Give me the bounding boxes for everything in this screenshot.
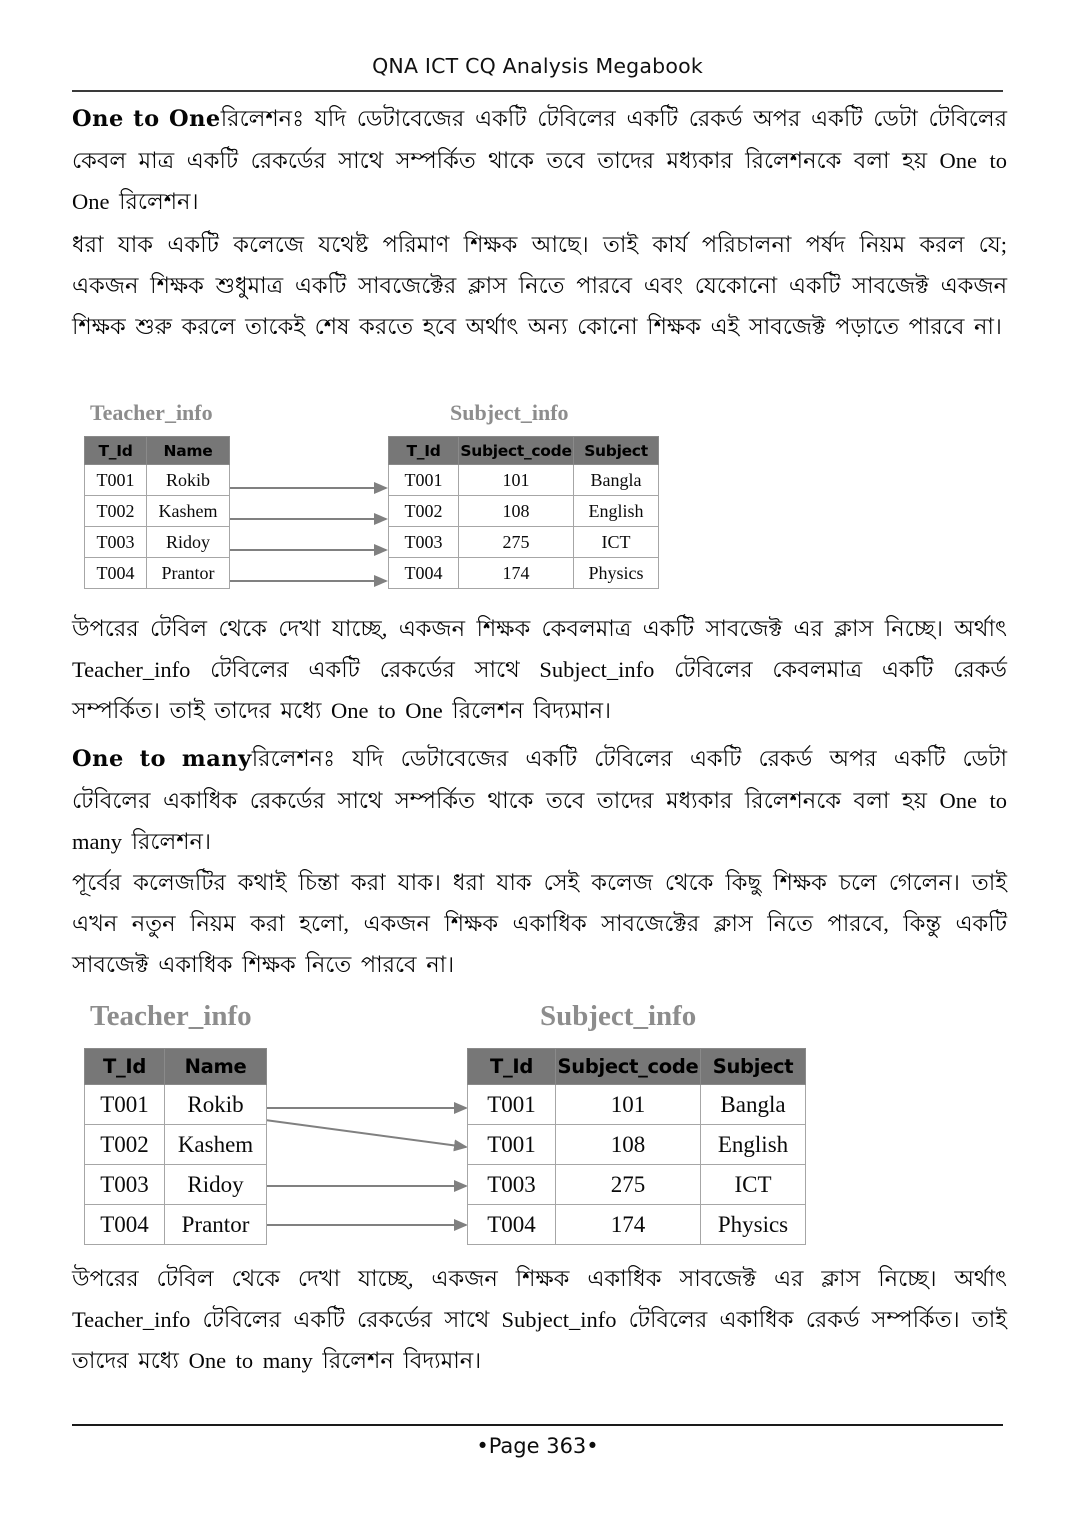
diagram2-subject-title: Subject_info (540, 1000, 697, 1032)
table-row (85, 1125, 267, 1165)
d2-subject-header-subject: Subject (701, 1049, 806, 1085)
table-cell: T004 (85, 558, 147, 589)
one-to-many-term: One to many (72, 746, 252, 772)
table-header-row (85, 437, 230, 465)
diagram1-teacher-table (84, 436, 230, 589)
one-to-many-definition-text: রিলেশনঃ যদি ডেটাবেজের একটি টেবিলের একটি রেকর্ড অপর একটি ডেটা টেবিলের একাধিক রেকর্ডের সাথে সম্পর্কিত থাকে তবে তাদের মধ্যকার রিলেশনকে বলা হয় One to many রিলেশন। (72, 746, 1007, 854)
d1-subject-header-t_id: T_Id (389, 437, 459, 465)
table-cell: Ridoy (165, 1165, 267, 1205)
paragraph-one-to-many-definition (72, 738, 1007, 862)
table-cell: T004 (468, 1205, 556, 1245)
table-cell: T004 (85, 1205, 165, 1245)
diagram1-subject-table (388, 436, 659, 589)
table-cell: Bangla (574, 465, 659, 496)
table-cell: ICT (701, 1165, 806, 1205)
college-example-text: ধরা যাক একটি কলেজে যথেষ্ট পরিমাণ শিক্ষক আছে। তাই কার্য পরিচালনা পর্ষদ নিয়ম করল যে; একজন শিক্ষক শুধুমাত্র একটি সাবজেক্টের ক্লাস নিতে পারবে এবং যেকোনো একটি সাবজেক্ট একজন শিক্ষক শুরু করলে তাকেই শেষ করতে হবে অর্থাৎ অন্য কোনো শিক্ষক এই সাবজেক্ট পড়াতে পারবে না। (72, 232, 1007, 339)
diagram1-teacher-title: Teacher_info (90, 400, 213, 425)
page-header (72, 55, 1003, 78)
table-row (85, 1165, 267, 1205)
table-cell: Prantor (165, 1205, 267, 1245)
table-body (85, 1085, 267, 1245)
paragraph-new-rule-example (72, 862, 1007, 985)
table-cell: Physics (574, 558, 659, 589)
table-header-row (468, 1049, 806, 1085)
table-cell: 275 (459, 527, 574, 558)
diagram1-subject-title: Subject_info (450, 400, 569, 425)
diagram-one-to-one (0, 400, 1075, 595)
new-rule-example-text: পূর্বের কলেজটির কথাই চিন্তা করা যাক। ধরা যাক সেই কলেজ থেকে কিছু শিক্ষক চলে গেলেন। তাই এখন নতুন নিয়ম করা হলো, একজন শিক্ষক একাধিক সাবজেক্টের ক্লাস নিতে পারবে, কিন্তু একটি সাবজেক্ট একাধিক শিক্ষক নিতে পারবে না। (72, 870, 1007, 977)
paragraph-one-to-one-conclusion (72, 608, 1007, 731)
d1-subject-header-subject: Subject (574, 437, 659, 465)
table-row (85, 465, 230, 496)
table-cell: T003 (85, 527, 147, 558)
table-cell: T004 (389, 558, 459, 589)
diagram-one-to-many (0, 1000, 1075, 1250)
table-row (468, 1125, 806, 1165)
table-cell: Prantor (147, 558, 230, 589)
table-row (85, 1205, 267, 1245)
table-cell: 174 (556, 1205, 701, 1245)
table-header-row (85, 1049, 267, 1085)
table-cell: Rokib (165, 1085, 267, 1125)
table-row (389, 558, 659, 589)
table-cell: 108 (556, 1125, 701, 1165)
diagram2-teacher-table (84, 1048, 267, 1245)
table-cell: ICT (574, 527, 659, 558)
table-cell: T003 (389, 527, 459, 558)
d2-subject-header-t_id: T_Id (468, 1049, 556, 1085)
d2-subject-header-subject_code: Subject_code (556, 1049, 701, 1085)
table-row (85, 558, 230, 589)
table-cell: T003 (468, 1165, 556, 1205)
table-cell: 108 (459, 496, 574, 527)
paragraph-one-to-many-conclusion (72, 1258, 1007, 1381)
table-cell: T001 (85, 465, 147, 496)
table-row (468, 1165, 806, 1205)
table-cell: Ridoy (147, 527, 230, 558)
table-cell: T002 (389, 496, 459, 527)
table-cell: English (701, 1125, 806, 1165)
d2-teacher-header-t_id: T_Id (85, 1049, 165, 1085)
table-cell: T001 (85, 1085, 165, 1125)
footer-divider (72, 1424, 1003, 1426)
table-cell: Kashem (165, 1125, 267, 1165)
table-body (389, 465, 659, 589)
table-row (85, 1085, 267, 1125)
table-cell: Rokib (147, 465, 230, 496)
table-cell: 101 (459, 465, 574, 496)
table-cell: T002 (85, 496, 147, 527)
table-row (85, 496, 230, 527)
table-row (389, 465, 659, 496)
diagram2-subject-table (467, 1048, 806, 1245)
table-row (389, 496, 659, 527)
table-cell: Kashem (147, 496, 230, 527)
page-number: •Page 363• (476, 1434, 599, 1458)
one-to-one-term: One to One (72, 106, 221, 132)
table-body (85, 465, 230, 589)
table-cell: T002 (85, 1125, 165, 1165)
table-row (468, 1085, 806, 1125)
diagram2-teacher-title: Teacher_info (90, 1000, 252, 1032)
table-cell: T001 (389, 465, 459, 496)
one-to-many-conclusion-text: উপরের টেবিল থেকে দেখা যাচ্ছে, একজন শিক্ষক একাধিক সাবজেক্ট এর ক্লাস নিচ্ছে। অর্থাৎ Teacher_info টেবিলের একটি রেকর্ডের সাথে Subject_info টেবিলের একাধিক রেকর্ড সম্পর্কিত। তাই তাদের মধ্যে One to many রিলেশন বিদ্যমান। (72, 1266, 1007, 1373)
table-cell: T001 (468, 1125, 556, 1165)
one-to-one-definition-text: রিলেশনঃ যদি ডেটাবেজের একটি টেবিলের একটি রেকর্ড অপর একটি ডেটা টেবিলের কেবল মাত্র একটি রেকর্ডের সাথে সম্পর্কিত থাকে তবে তাদের মধ্যকার রিলেশনকে বলা হয় One to One রিলেশন। (72, 106, 1007, 214)
table-cell: 275 (556, 1165, 701, 1205)
table-cell: Bangla (701, 1085, 806, 1125)
table-cell: 101 (556, 1085, 701, 1125)
table-cell: English (574, 496, 659, 527)
table-cell: 174 (459, 558, 574, 589)
d1-subject-header-subject_code: Subject_code (459, 437, 574, 465)
link-rokib-to-english (265, 1120, 466, 1147)
table-row (468, 1205, 806, 1245)
table-header-row (389, 437, 659, 465)
table-cell: Physics (701, 1205, 806, 1245)
header-divider (72, 90, 1003, 92)
table-body (468, 1085, 806, 1245)
table-cell: T003 (85, 1165, 165, 1205)
paragraph-one-to-one-definition (72, 98, 1007, 222)
page-footer (72, 1434, 1003, 1458)
table-row (389, 527, 659, 558)
table-cell: T001 (468, 1085, 556, 1125)
d1-teacher-header-t_id: T_Id (85, 437, 147, 465)
book-title: QNA ICT CQ Analysis Megabook (372, 54, 703, 78)
one-to-one-conclusion-text: উপরের টেবিল থেকে দেখা যাচ্ছে, একজন শিক্ষক কেবলমাত্র একটি সাবজেক্ট এর ক্লাস নিচ্ছে। অর্থাৎ Teacher_info টেবিলের একটি রেকর্ডের সাথে Subject_info টেবিলের কেবলমাত্র একটি রেকর্ড সম্পর্কিত। তাই তাদের মধ্যে One to One রিলেশন বিদ্যমান। (72, 616, 1007, 723)
paragraph-college-example (72, 224, 1007, 347)
table-row (85, 527, 230, 558)
d1-teacher-header-name: Name (147, 437, 230, 465)
d2-teacher-header-name: Name (165, 1049, 267, 1085)
